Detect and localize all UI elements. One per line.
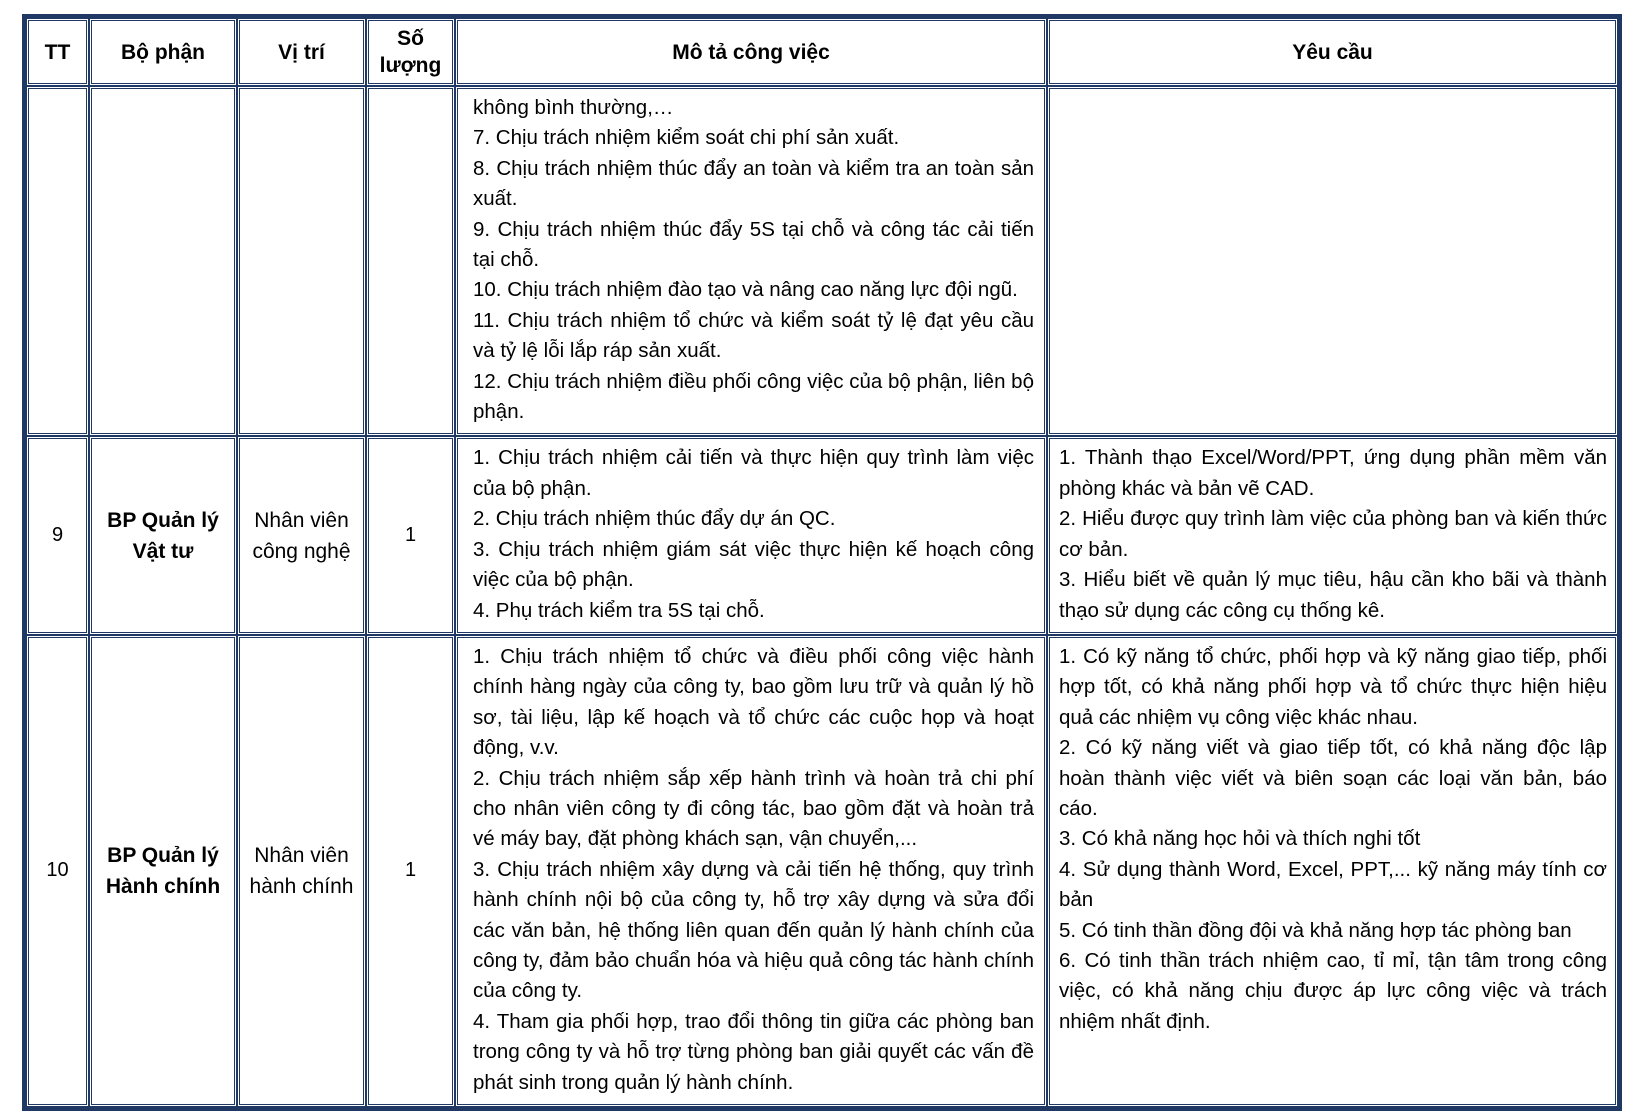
header-row [26,18,1618,86]
description-item: 4. Tham gia phối hợp, trao đổi thông tin giữa các phòng ban trong công ty và hỗ trợ từng phòng ban giải quyết các vấn đề phát sinh trong quản lý hành chính. [473,1009,1034,1094]
cell-department [89,86,237,436]
requirement-item: 6. Có tinh thần trách nhiệm cao, tỉ mỉ, tận tâm trong công việc, có khả năng chịu được áp lực công việc và trách nhiệm nhất định. [1059,948,1607,1033]
header-requirements: Yêu cầu [1047,18,1618,86]
cell-quantity: 1 [366,635,455,1107]
cell-tt: 10 [26,635,89,1107]
job-table [22,14,1622,1111]
description-item: không bình thường,… [473,96,674,119]
description-item: 1. Chịu trách nhiệm tổ chức và điều phối công việc hành chính hàng ngày của công ty, bao gồm lưu trữ và quản lý hồ sơ, tài liệu, lập kế hoạch và tổ chức các cuộc họp và hoạt động, v.v. [473,644,1034,760]
cell-position [237,635,366,1107]
cell-tt [26,86,89,436]
cell-description [455,436,1047,634]
cell-position [237,436,366,634]
position-line: Nhân viên [254,843,349,867]
cell-quantity [366,86,455,436]
description-item: 1. Chịu trách nhiệm cải tiến và thực hiện quy trình làm việc của bộ phận. [473,446,1034,500]
description-item: 11. Chịu trách nhiệm tổ chức và kiểm soát tỷ lệ đạt yêu cầu và tỷ lệ lỗi lắp ráp sản xuất. [473,308,1034,363]
requirement-item: 1. Thành thạo Excel/Word/PPT, ứng dụng phần mềm văn phòng khác và bản vẽ CAD. [1059,446,1607,500]
header-tt: TT [26,18,89,86]
description-item: 12. Chịu trách nhiệm điều phối công việc của bộ phận, liên bộ phận. [473,369,1034,424]
cell-requirements [1047,436,1618,634]
description-item: 3. Chịu trách nhiệm xây dựng và cải tiến hệ thống, quy trình hành chính nội bộ của công ty, hỗ trợ xây dựng và sửa đổi các văn bản, hệ thống liên quan đến quản lý hành chính của công ty, đảm bảo chuẩn hóa và hiệu quả công tác hành chính của công ty. [473,857,1034,1003]
cell-requirements [1047,635,1618,1107]
description-item: 2. Chịu trách nhiệm thúc đẩy dự án QC. [473,507,836,531]
position-line: công nghệ [252,539,351,563]
description-item: 9. Chịu trách nhiệm thúc đẩy 5S tại chỗ và công tác cải tiến tại chỗ. [473,217,1034,272]
requirement-item: 2. Có kỹ năng viết và giao tiếp tốt, có khả năng độc lập hoàn thành việc viết và biên soạn các loại văn bản, báo cáo. [1059,736,1607,820]
header-department: Bộ phận [89,18,237,86]
cell-description [455,86,1047,436]
table-row [26,86,1618,436]
cell-description [455,635,1047,1107]
header-quantity-line2: lượng [379,54,442,77]
cell-position [237,86,366,436]
table-row [26,436,1618,634]
requirement-item: 2. Hiểu được quy trình làm việc của phòng ban và kiến thức cơ bản. [1059,507,1607,561]
cell-department [89,436,237,634]
description-item: 4. Phụ trách kiểm tra 5S tại chỗ. [473,598,765,622]
department-line: BP Quản lý [107,508,219,532]
description-item: 8. Chịu trách nhiệm thúc đẩy an toàn và kiểm tra an toàn sản xuất. [473,156,1034,211]
position-line: hành chính [249,874,354,898]
requirement-item: 3. Có khả năng học hỏi và thích nghi tốt [1059,827,1421,851]
header-description: Mô tả công việc [455,18,1047,86]
description-item: 7. Chịu trách nhiệm kiểm soát chi phí sản xuất. [473,126,900,150]
cell-requirements [1047,86,1618,436]
requirement-item: 1. Có kỹ năng tổ chức, phối hợp và kỹ năng giao tiếp, phối hợp tốt, có khả năng phối hợp và tổ chức thực hiện hiệu quả các nhiệm vụ công việc khác nhau. [1059,644,1607,729]
table-row [26,635,1618,1107]
department-line: Hành chính [105,874,221,898]
description-item: 10. Chịu trách nhiệm đào tạo và nâng cao năng lực đội ngũ. [473,278,1018,302]
cell-tt: 9 [26,436,89,634]
header-quantity [366,18,455,86]
description-item: 2. Chịu trách nhiệm sắp xếp hành trình và hoàn trả chi phí cho nhân viên công ty đi công tác, bao gồm đặt và hoàn trả vé máy bay, đặt phòng khách sạn, vận chuyển,... [473,766,1034,851]
requirement-item: 3. Hiểu biết về quản lý mục tiêu, hậu cần kho bãi và thành thạo sử dụng các công cụ thống kê. [1059,568,1607,622]
position-line: Nhân viên [254,508,349,532]
cell-department [89,635,237,1107]
description-item: 3. Chịu trách nhiệm giám sát việc thực hiện kế hoạch công việc của bộ phận. [473,537,1034,592]
department-line: Vật tư [132,539,194,563]
header-quantity-line1: Số [397,27,424,50]
requirement-item: 4. Sử dụng thành Word, Excel, PPT,... kỹ năng máy tính cơ bản [1059,857,1607,912]
header-position: Vị trí [237,18,366,86]
cell-quantity: 1 [366,436,455,634]
requirement-item: 5. Có tinh thần đồng đội và khả năng hợp tác phòng ban [1059,918,1572,942]
department-line: BP Quản lý [107,843,219,867]
